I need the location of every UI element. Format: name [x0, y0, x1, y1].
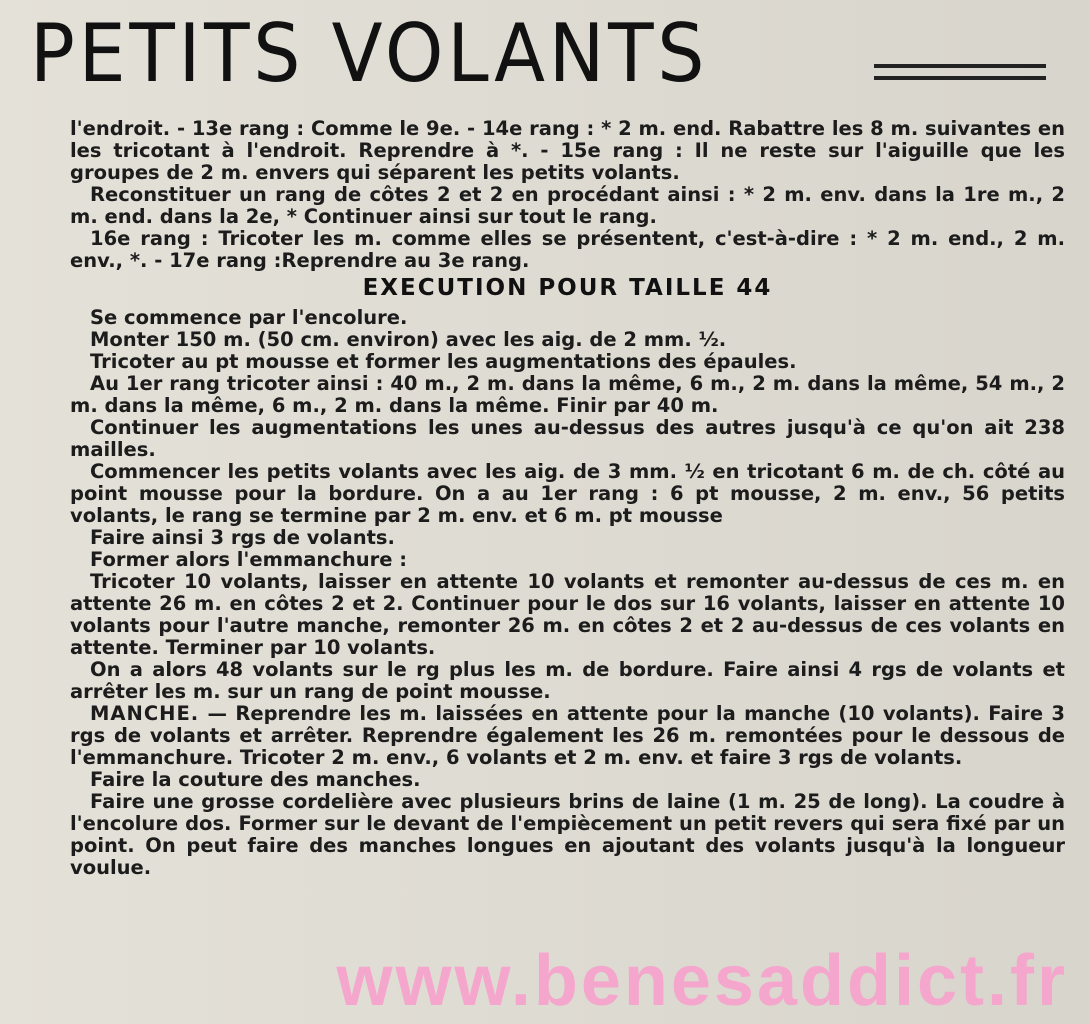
instruction-paragraph: On a alors 48 volants sur le rg plus les m. de bordure. Faire ainsi 4 rgs de volants et arrêter les m. sur un rang de point mousse.: [70, 658, 1065, 703]
instruction-paragraph: Monter 150 m. (50 cm. environ) avec les aig. de 2 mm. ½.: [90, 328, 727, 351]
page-title: PETITS VOLANTS: [30, 7, 709, 100]
instruction-paragraph: Former alors l'emmanchure :: [90, 548, 408, 571]
instruction-paragraph: Commencer les petits volants avec les aig. de 3 mm. ½ en tricotant 6 m. de ch. côté au point mousse pour la bordure. On a au 1er rang : 6 pt mousse, 2 m. env., 56 petits volants, le rang se termine par 2 m. env. et 6 m. pt mousse: [70, 460, 1065, 527]
site-watermark: www.benesaddict.fr: [336, 941, 1068, 1021]
manche-text: — Reprendre les m. laissées en attente pour la manche (10 volants). Faire 3 rgs de volants et arrêter. Reprendre également les 26 m. remontées pour le dessous de l'emmanchure. Tricoter 2 m. env., 6 volants et 2 m. env. et faire 3 rgs de volants.: [70, 702, 1065, 769]
instruction-paragraph: Tricoter 10 volants, laisser en attente 10 volants et remonter au-dessus de ces m. en attente 26 m. en côtes 2 et 2. Continuer pour le dos sur 16 volants, laisser en attente 10 volants pour l'autre manche, remonter 26 m. en côtes 2 et 2 au-dessus de ces volants en attente. Terminer par 10 volants.: [70, 570, 1065, 659]
section-heading: EXECUTION POUR TAILLE 44: [362, 275, 773, 301]
instruction-paragraph: Se commence par l'encolure.: [90, 306, 408, 329]
instruction-paragraph: Continuer les augmentations les unes au-dessus des autres jusqu'à ce qu'on ait 238 mailles.: [70, 416, 1065, 461]
instruction-paragraph: Au 1er rang tricoter ainsi : 40 m., 2 m. dans la même, 6 m., 2 m. dans la même, 54 m., 2 m. dans la même, 6 m., 2 m. dans la même. Finir par 40 m.: [70, 372, 1065, 417]
article-body: [70, 118, 1065, 879]
title-rule-top: [874, 64, 1046, 68]
finish-paragraph: Faire la couture des manches.: [90, 768, 421, 791]
manche-label: MANCHE.: [90, 702, 200, 725]
manche-paragraph: [70, 703, 1065, 769]
instruction-paragraph: Faire ainsi 3 rgs de volants.: [90, 526, 395, 549]
instruction-paragraph: Tricoter au pt mousse et former les augmentations des épaules.: [90, 350, 797, 373]
finish-paragraph: Faire une grosse cordelière avec plusieurs brins de laine (1 m. 25 de long). La coudre à l'encolure dos. Former sur le devant de l'empiècement un petit revers qui sera fixé par un point. On peut faire des manches longues en ajoutant des volants jusqu'à la longueur voulue.: [70, 790, 1065, 879]
intro-paragraph: l'endroit. - 13e rang : Comme le 9e. - 14e rang : * 2 m. end. Rabattre les 8 m. suivantes en les tricotant à l'endroit. Reprendre à *. - 15e rang : Il ne reste sur l'aiguille que les groupes de 2 m. envers qui séparent les petits volants.: [70, 117, 1065, 184]
intro-paragraph: Reconstituer un rang de côtes 2 et 2 en procédant ainsi : * 2 m. env. dans la 1re m., 2 m. end. dans la 2e, * Continuer ainsi sur tout le rang.: [70, 183, 1065, 228]
intro-paragraph: 16e rang : Tricoter les m. comme elles se présentent, c'est-à-dire : * 2 m. end., 2 m. env., *. - 17e rang :Reprendre au 3e rang.: [70, 227, 1065, 272]
title-rule-bottom: [874, 76, 1046, 80]
